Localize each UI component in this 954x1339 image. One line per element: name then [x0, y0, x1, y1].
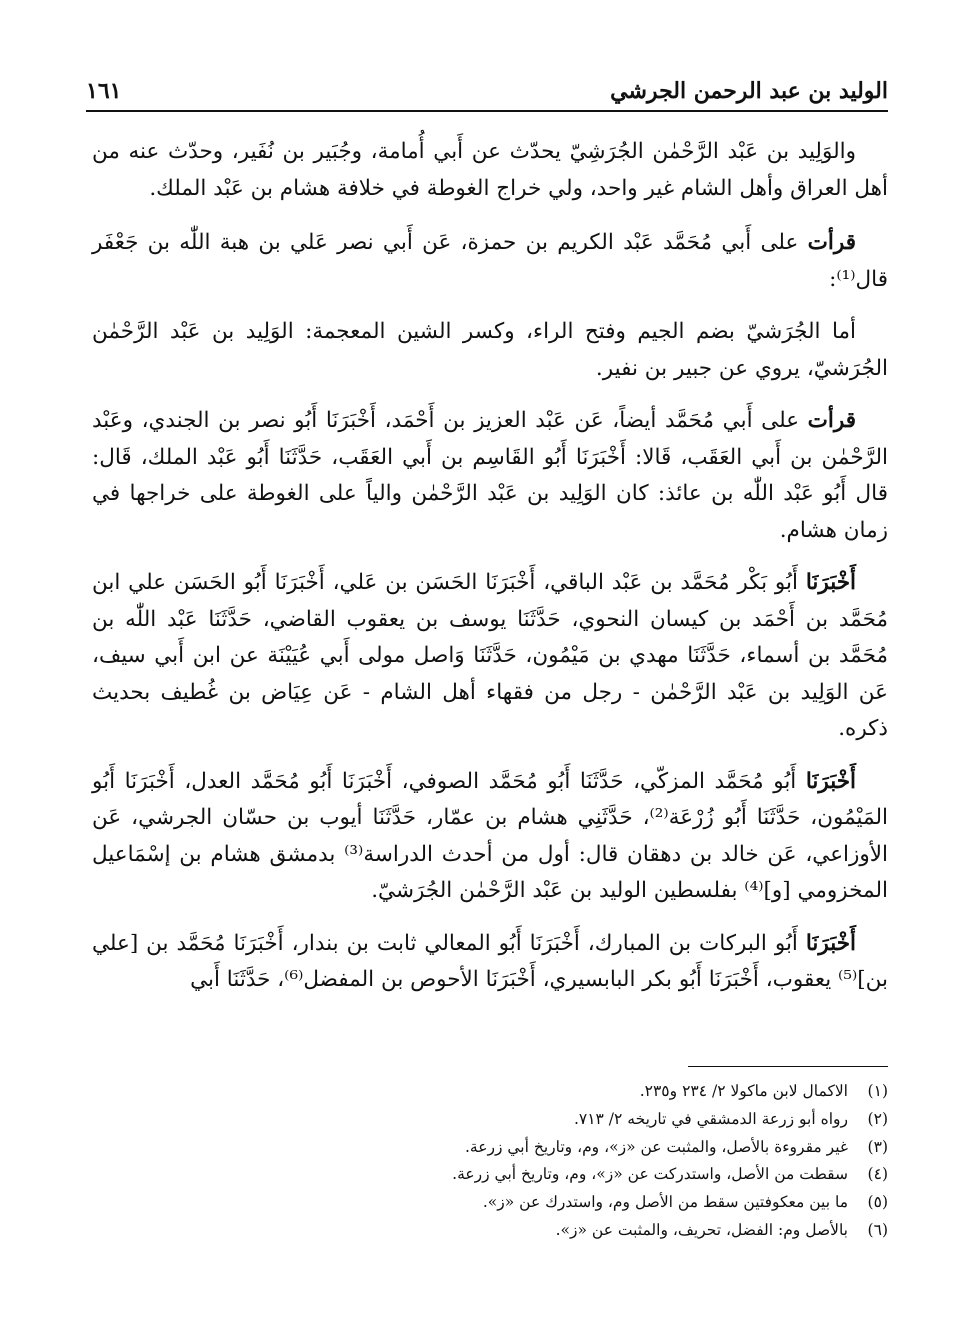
paragraph-3 [92, 314, 888, 387]
paragraph-text: على أَبي مُحَمَّد عَبْد الكريم بن حمزة، عَن أَبي نصر عَلي بن هبة اللّٰه بن جَعْفَر قال⁽¹⁾: [92, 230, 888, 292]
footnote-number: (٢) [867, 1109, 888, 1128]
paragraph-lead: أَخْبَرَنَا [805, 570, 856, 595]
footnote-number: (١) [867, 1082, 888, 1100]
paragraph-lead: قرأت [807, 230, 856, 255]
footnote-2 [100, 1106, 888, 1134]
footnote-text: غير مقروءة بالأصل، والمثبت عن «ز»، وم، وتاريخ أبي زرعة. [464, 1137, 848, 1156]
footnote-4 [100, 1161, 888, 1189]
paragraph-lead: أَخْبَرَنَا [805, 768, 856, 794]
footnote-6 [100, 1217, 888, 1245]
paragraph-1 [92, 134, 888, 207]
footnote-number: (٥) [867, 1193, 888, 1212]
page-number: ١٦١ [86, 78, 122, 104]
paragraph-text: أما الجُرَشيّ بضم الجيم وفتح الراء، وكسر الشين المعجمة: الوَلِيد بن عَبْد الرَّحْمٰن الجُرَشيّ، يروي عن جبير بن نفير. [92, 319, 888, 381]
footnote-text: الاكمال لابن ماكولا ٢/ ٢٣٤ و٢٣٥. [639, 1082, 848, 1100]
footnote-1 [100, 1078, 888, 1106]
footnote-text: سقطت من الأصل، واستدركت عن «ز»، وم، وتاريخ أبي زرعة. [452, 1165, 848, 1184]
footnote-text: رواه أبو زرعة الدمشقي في تاريخه ٢/ ٧١٣. [573, 1109, 848, 1128]
footnote-divider [688, 1066, 888, 1067]
paragraph-5 [92, 565, 888, 748]
footnote-text: ما بين معكوفتين سقط من الأصل وم، واستدرك عن «ز». [482, 1193, 848, 1212]
paragraph-7 [92, 926, 888, 999]
paragraph-6 [92, 764, 888, 910]
footnote-number: (٣) [867, 1137, 888, 1156]
footnote-5 [100, 1189, 888, 1217]
running-header [86, 70, 888, 112]
running-title: الوليد بن عبد الرحمن الجرشي [610, 78, 888, 104]
footnote-number: (٦) [867, 1220, 888, 1239]
paragraph-text: أَبُو بَكْر مُحَمَّد بن عَبْد الباقي، أَخْبَرَنَا الحَسَن بن عَلي، أَخْبَرَنَا أَبُو الحَسَن علي ابن مُحَمَّد بن أَحْمَد بن كيسان النحوي، حَدَّثَنَا يوسف بن يعقوب القاضي، حَدَّثَنَا عَبْد اللّٰه بن مُحَمَّد بن أسماء، حَدَّثَنَا مهدي بن مَيْمُون، حَدَّثَنَا وَاصل مولى أَبي عُيَيْنَة عن ابن أَبي سيف، عَن الوَلِيد بن عَبْد الرَّحْمٰن - رجل من فقهاء أهل الشام - عَن عِيَاض بن غُطيف بحديث ذكره. [92, 570, 888, 741]
paragraph-text: أَبُو البركات بن المبارك، أَخْبَرَنَا أَبُو المعالي ثابت بن بندار، أَخْبَرَنَا مُحَمَّد بن [علي بن]⁽⁵⁾ يعقوب، أَخْبَرَنَا أَبُو بكر البابسيري، أَخْبَرَنَا الأحوص بن المفضل⁽⁶⁾، حَدَّثَنَا أَبي [92, 930, 888, 992]
footnote-text: بالأصل وم: الفضل، تحريف، والمثبت عن «ز». [555, 1220, 848, 1239]
footnote-3 [100, 1134, 888, 1162]
paragraph-lead: قرأت [807, 408, 856, 433]
paragraph-text: أَبُو مُحَمَّد المزكّي، حَدَّثَنَا أَبُو مُحَمَّد الصوفي، أَخْبَرَنَا أَبُو مُحَمَّد العدل، أَخْبَرَنَا أَبُو المَيْمُون، حَدَّثَنَا أَبُو زُرْعَة⁽²⁾، حَدَّثَنِي هشام بن عمّار، حَدَّثَنَا أيوب بن حسّان الجرشي، عَن الأوزاعي، عَن خالد بن دهقان قال: أول من أحدث الدراسة⁽³⁾ بدمشق هشام بن إسْمَاعيل المخزومي [و]⁽⁴⁾ بفلسطين الوليد بن عَبْد الرَّحْمٰن الجُرَشيّ. [92, 768, 888, 903]
paragraph-text: على أَبي مُحَمَّد أيضاً، عَن عَبْد العزيز بن أَحْمَد، أَخْبَرَنَا أَبُو نصر بن الجندي، وعَبْد الرَّحْمٰن بن أَبي العَقَب، قَالا: أَخْبَرَنَا أَبُو القَاسِم بن أَبي العَقَب، حَدَّثَنَا أَبُو عَبْد الملك، قَال: قال أَبُو عَبْد اللّٰه بن عائذ: كان الوَلِيد بن عَبْد الرَّحْمٰن والياً على الغوطة على خراجها في زمان هشام. [92, 408, 888, 543]
paragraph-lead: أَخْبَرَنَا [805, 930, 856, 956]
footnote-number: (٤) [867, 1165, 888, 1184]
footnotes [100, 1078, 888, 1245]
main-text [92, 134, 888, 1015]
paragraph-2 [92, 225, 888, 298]
paragraph-text: والوَلِيد بن عَبْد الرَّحْمٰن الجُرَشِيّ يحدّث عن أَبي أُمامة، وجُبَير بن نُفَير، وحدّث عنه من أهل العراق وأهل الشام غير واحد، ولي خراج الغوطة في خلافة هشام بن عَبْد الملك. [92, 139, 888, 201]
paragraph-4 [92, 403, 888, 549]
